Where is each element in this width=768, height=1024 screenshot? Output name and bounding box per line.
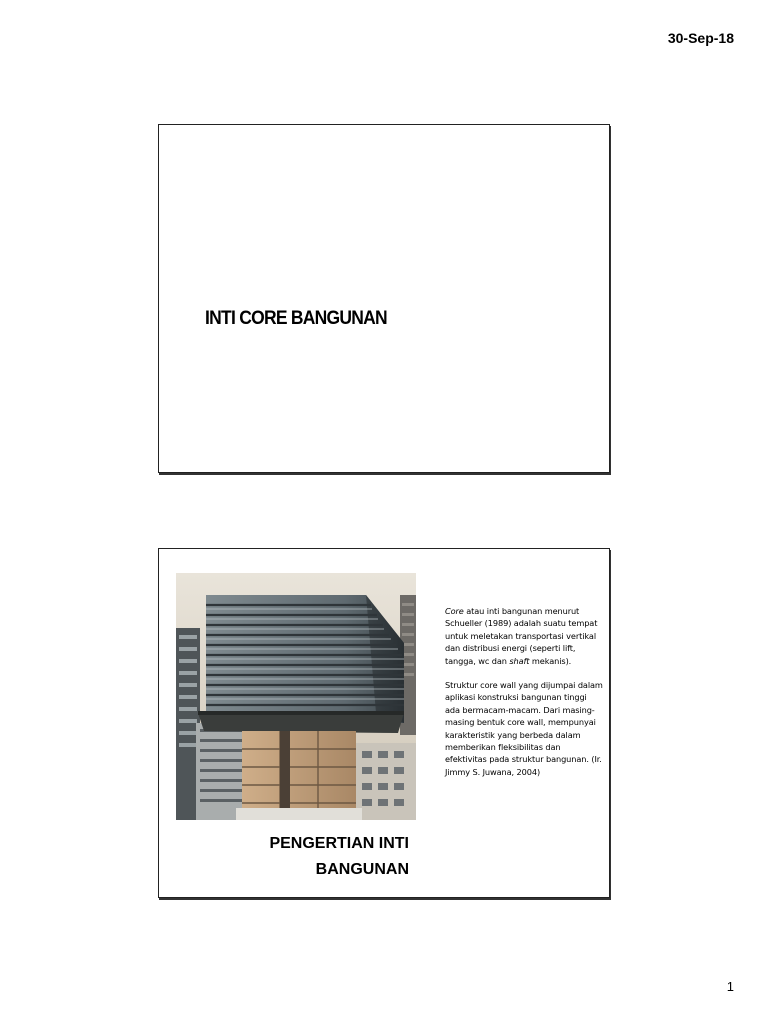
slide-2-body xyxy=(445,605,603,790)
page-date: 30-Sep-18 xyxy=(667,30,734,46)
slide-2 xyxy=(158,548,610,898)
paragraph-definition-text-a: atau inti bangunan menurut Schueller (1989) adalah suatu tempat untuk meletakan transportasi vertikal dan distribusi energi (seperti lift, tangga, wc dan xyxy=(445,606,598,666)
italic-shaft: shaft xyxy=(509,655,530,666)
slide-2-title-line-2: BANGUNAN xyxy=(315,861,409,878)
slide-2-title-line-1: PENGERTIAN INTI xyxy=(269,835,409,852)
slide-1-title: INTI CORE BANGUNAN xyxy=(205,308,387,329)
building-photo xyxy=(176,573,416,820)
paragraph-core-wall: Struktur core wall yang dijumpai dalam aplikasi konstruksi bangunan tinggi ada bermacam-macam. Dari masing-masing bentuk core wall, mempunyai karakteristik yang berbeda dalam memberikan fleksibilitas dan efektivitas pada struktur bangunan. (Ir. Jimmy S. Juwana, 2004) xyxy=(445,680,603,777)
slide-2-title xyxy=(249,831,409,883)
paragraph-definition-text-b: mekanis). xyxy=(529,655,572,666)
page-number: 1 xyxy=(726,979,734,994)
italic-core: Core xyxy=(445,606,464,616)
slide-1 xyxy=(158,124,610,473)
paragraph-definition xyxy=(445,605,603,667)
